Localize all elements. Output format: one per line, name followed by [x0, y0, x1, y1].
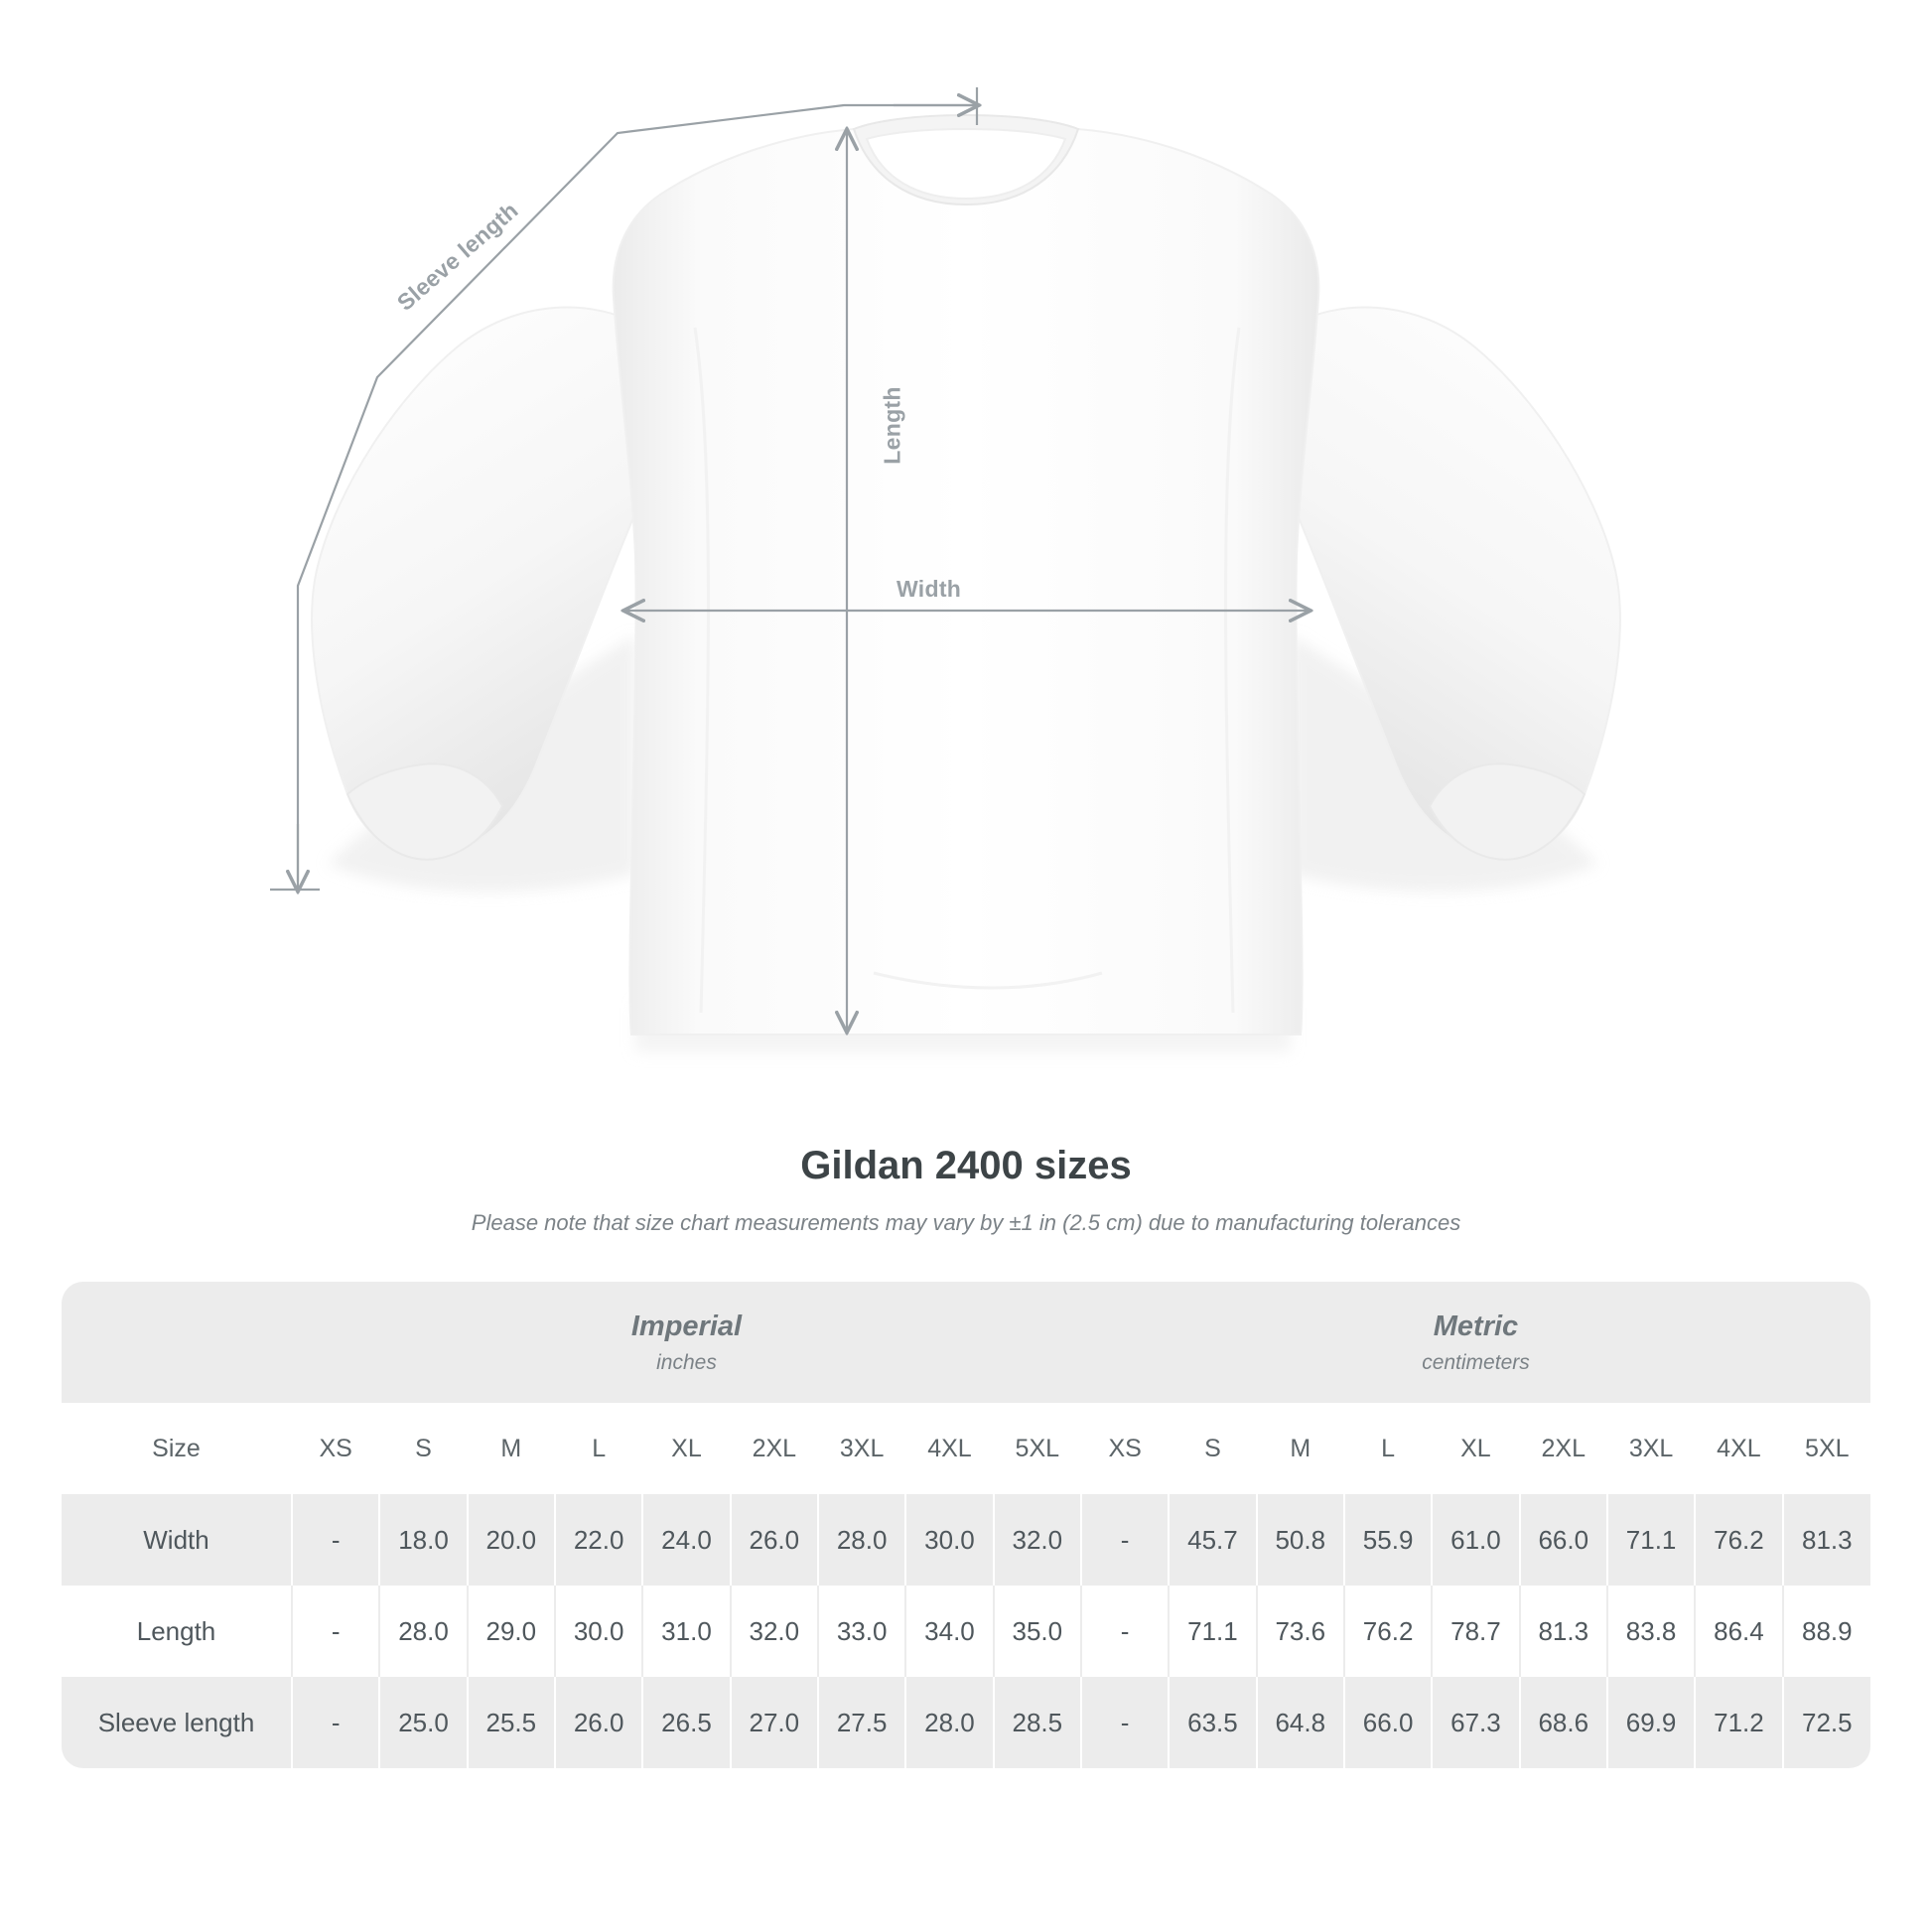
size-table-wrapper: [62, 1282, 1870, 1768]
cell-sleeve-16: 71.2: [1695, 1677, 1782, 1768]
shirt-body: [614, 129, 1319, 1035]
size-col-s-imperial: S: [379, 1403, 467, 1494]
cell-sleeve-4: 26.5: [642, 1677, 730, 1768]
size-col-5xl-metric: 5XL: [1783, 1403, 1870, 1494]
size-col-4xl-metric: 4XL: [1695, 1403, 1782, 1494]
unit-group-imperial-name: Imperial: [630, 1310, 743, 1342]
size-col-m-imperial: M: [468, 1403, 555, 1494]
cell-length-11: 73.6: [1257, 1586, 1344, 1677]
unit-group-imperial-sub: inches: [656, 1350, 717, 1374]
cell-sleeve-13: 67.3: [1432, 1677, 1519, 1768]
cell-sleeve-6: 27.5: [818, 1677, 905, 1768]
cell-width-1: 18.0: [379, 1494, 467, 1586]
cell-width-17: 81.3: [1783, 1494, 1870, 1586]
cell-width-3: 22.0: [555, 1494, 642, 1586]
size-col-2xl-metric: 2XL: [1520, 1403, 1607, 1494]
size-header-label: Size: [62, 1403, 292, 1494]
row-label-width: Width: [62, 1494, 292, 1586]
sleeve-length-label: Sleeve length: [391, 197, 523, 316]
cell-length-9: -: [1081, 1586, 1169, 1677]
table-row-length: [62, 1586, 1870, 1677]
cell-length-13: 78.7: [1432, 1586, 1519, 1677]
cell-length-5: 32.0: [731, 1586, 818, 1677]
size-col-5xl-imperial: 5XL: [994, 1403, 1081, 1494]
cell-sleeve-3: 26.0: [555, 1677, 642, 1768]
size-col-xl-metric: XL: [1432, 1403, 1519, 1494]
size-col-xl-imperial: XL: [642, 1403, 730, 1494]
cell-width-4: 24.0: [642, 1494, 730, 1586]
size-col-m-metric: M: [1257, 1403, 1344, 1494]
size-col-s-metric: S: [1169, 1403, 1256, 1494]
size-col-2xl-imperial: 2XL: [731, 1403, 818, 1494]
length-label: Length: [879, 386, 905, 465]
cell-length-10: 71.1: [1169, 1586, 1256, 1677]
cell-length-4: 31.0: [642, 1586, 730, 1677]
table-row-sleeve-length: [62, 1677, 1870, 1768]
cell-sleeve-11: 64.8: [1257, 1677, 1344, 1768]
cell-length-14: 81.3: [1520, 1586, 1607, 1677]
cell-length-0: -: [292, 1586, 379, 1677]
cell-sleeve-15: 69.9: [1607, 1677, 1695, 1768]
cell-width-6: 28.0: [818, 1494, 905, 1586]
tolerance-note: Please note that size chart measurements may vary by ±1 in (2.5 cm) due to manufacturing tolerances: [471, 1210, 1461, 1235]
row-label-length: Length: [62, 1586, 292, 1677]
size-col-l-imperial: L: [555, 1403, 642, 1494]
cell-sleeve-10: 63.5: [1169, 1677, 1256, 1768]
unit-group-metric: [1081, 1282, 1870, 1403]
size-header-row: [62, 1403, 1870, 1494]
cell-length-17: 88.9: [1783, 1586, 1870, 1677]
cell-width-2: 20.0: [468, 1494, 555, 1586]
cell-width-5: 26.0: [731, 1494, 818, 1586]
unit-group-metric-name: Metric: [1433, 1310, 1519, 1342]
cell-width-16: 76.2: [1695, 1494, 1782, 1586]
size-col-xs-metric: XS: [1081, 1403, 1169, 1494]
cell-length-3: 30.0: [555, 1586, 642, 1677]
row-label-sleeve-length: Sleeve length: [62, 1677, 292, 1768]
cell-width-15: 71.1: [1607, 1494, 1695, 1586]
cell-length-12: 76.2: [1344, 1586, 1432, 1677]
cell-width-12: 55.9: [1344, 1494, 1432, 1586]
size-col-4xl-imperial: 4XL: [905, 1403, 993, 1494]
cell-sleeve-0: -: [292, 1677, 379, 1768]
cell-length-1: 28.0: [379, 1586, 467, 1677]
cell-length-7: 34.0: [905, 1586, 993, 1677]
cell-sleeve-9: -: [1081, 1677, 1169, 1768]
size-col-3xl-imperial: 3XL: [818, 1403, 905, 1494]
size-col-3xl-metric: 3XL: [1607, 1403, 1695, 1494]
cell-sleeve-2: 25.5: [468, 1677, 555, 1768]
cell-width-13: 61.0: [1432, 1494, 1519, 1586]
width-label: Width: [897, 576, 962, 602]
unit-header-row: [62, 1282, 1870, 1403]
cell-length-2: 29.0: [468, 1586, 555, 1677]
cell-sleeve-1: 25.0: [379, 1677, 467, 1768]
cell-sleeve-14: 68.6: [1520, 1677, 1607, 1768]
cell-width-0: -: [292, 1494, 379, 1586]
cell-sleeve-12: 66.0: [1344, 1677, 1432, 1768]
cell-width-11: 50.8: [1257, 1494, 1344, 1586]
cell-sleeve-8: 28.5: [994, 1677, 1081, 1768]
unit-group-metric-sub: centimeters: [1422, 1350, 1530, 1374]
cell-sleeve-7: 28.0: [905, 1677, 993, 1768]
cell-sleeve-17: 72.5: [1783, 1677, 1870, 1768]
cell-sleeve-5: 27.0: [731, 1677, 818, 1768]
size-table: [62, 1282, 1870, 1768]
size-col-xs-imperial: XS: [292, 1403, 379, 1494]
page-title: Gildan 2400 sizes: [800, 1144, 1132, 1187]
size-col-l-metric: L: [1344, 1403, 1432, 1494]
unit-header-spacer: [62, 1282, 292, 1403]
cell-width-9: -: [1081, 1494, 1169, 1586]
cell-length-16: 86.4: [1695, 1586, 1782, 1677]
cell-length-8: 35.0: [994, 1586, 1081, 1677]
cell-width-7: 30.0: [905, 1494, 993, 1586]
unit-group-imperial: [292, 1282, 1081, 1403]
cell-length-15: 83.8: [1607, 1586, 1695, 1677]
cell-width-10: 45.7: [1169, 1494, 1256, 1586]
table-row-width: [62, 1494, 1870, 1586]
cell-width-8: 32.0: [994, 1494, 1081, 1586]
cell-width-14: 66.0: [1520, 1494, 1607, 1586]
cell-length-6: 33.0: [818, 1586, 905, 1677]
